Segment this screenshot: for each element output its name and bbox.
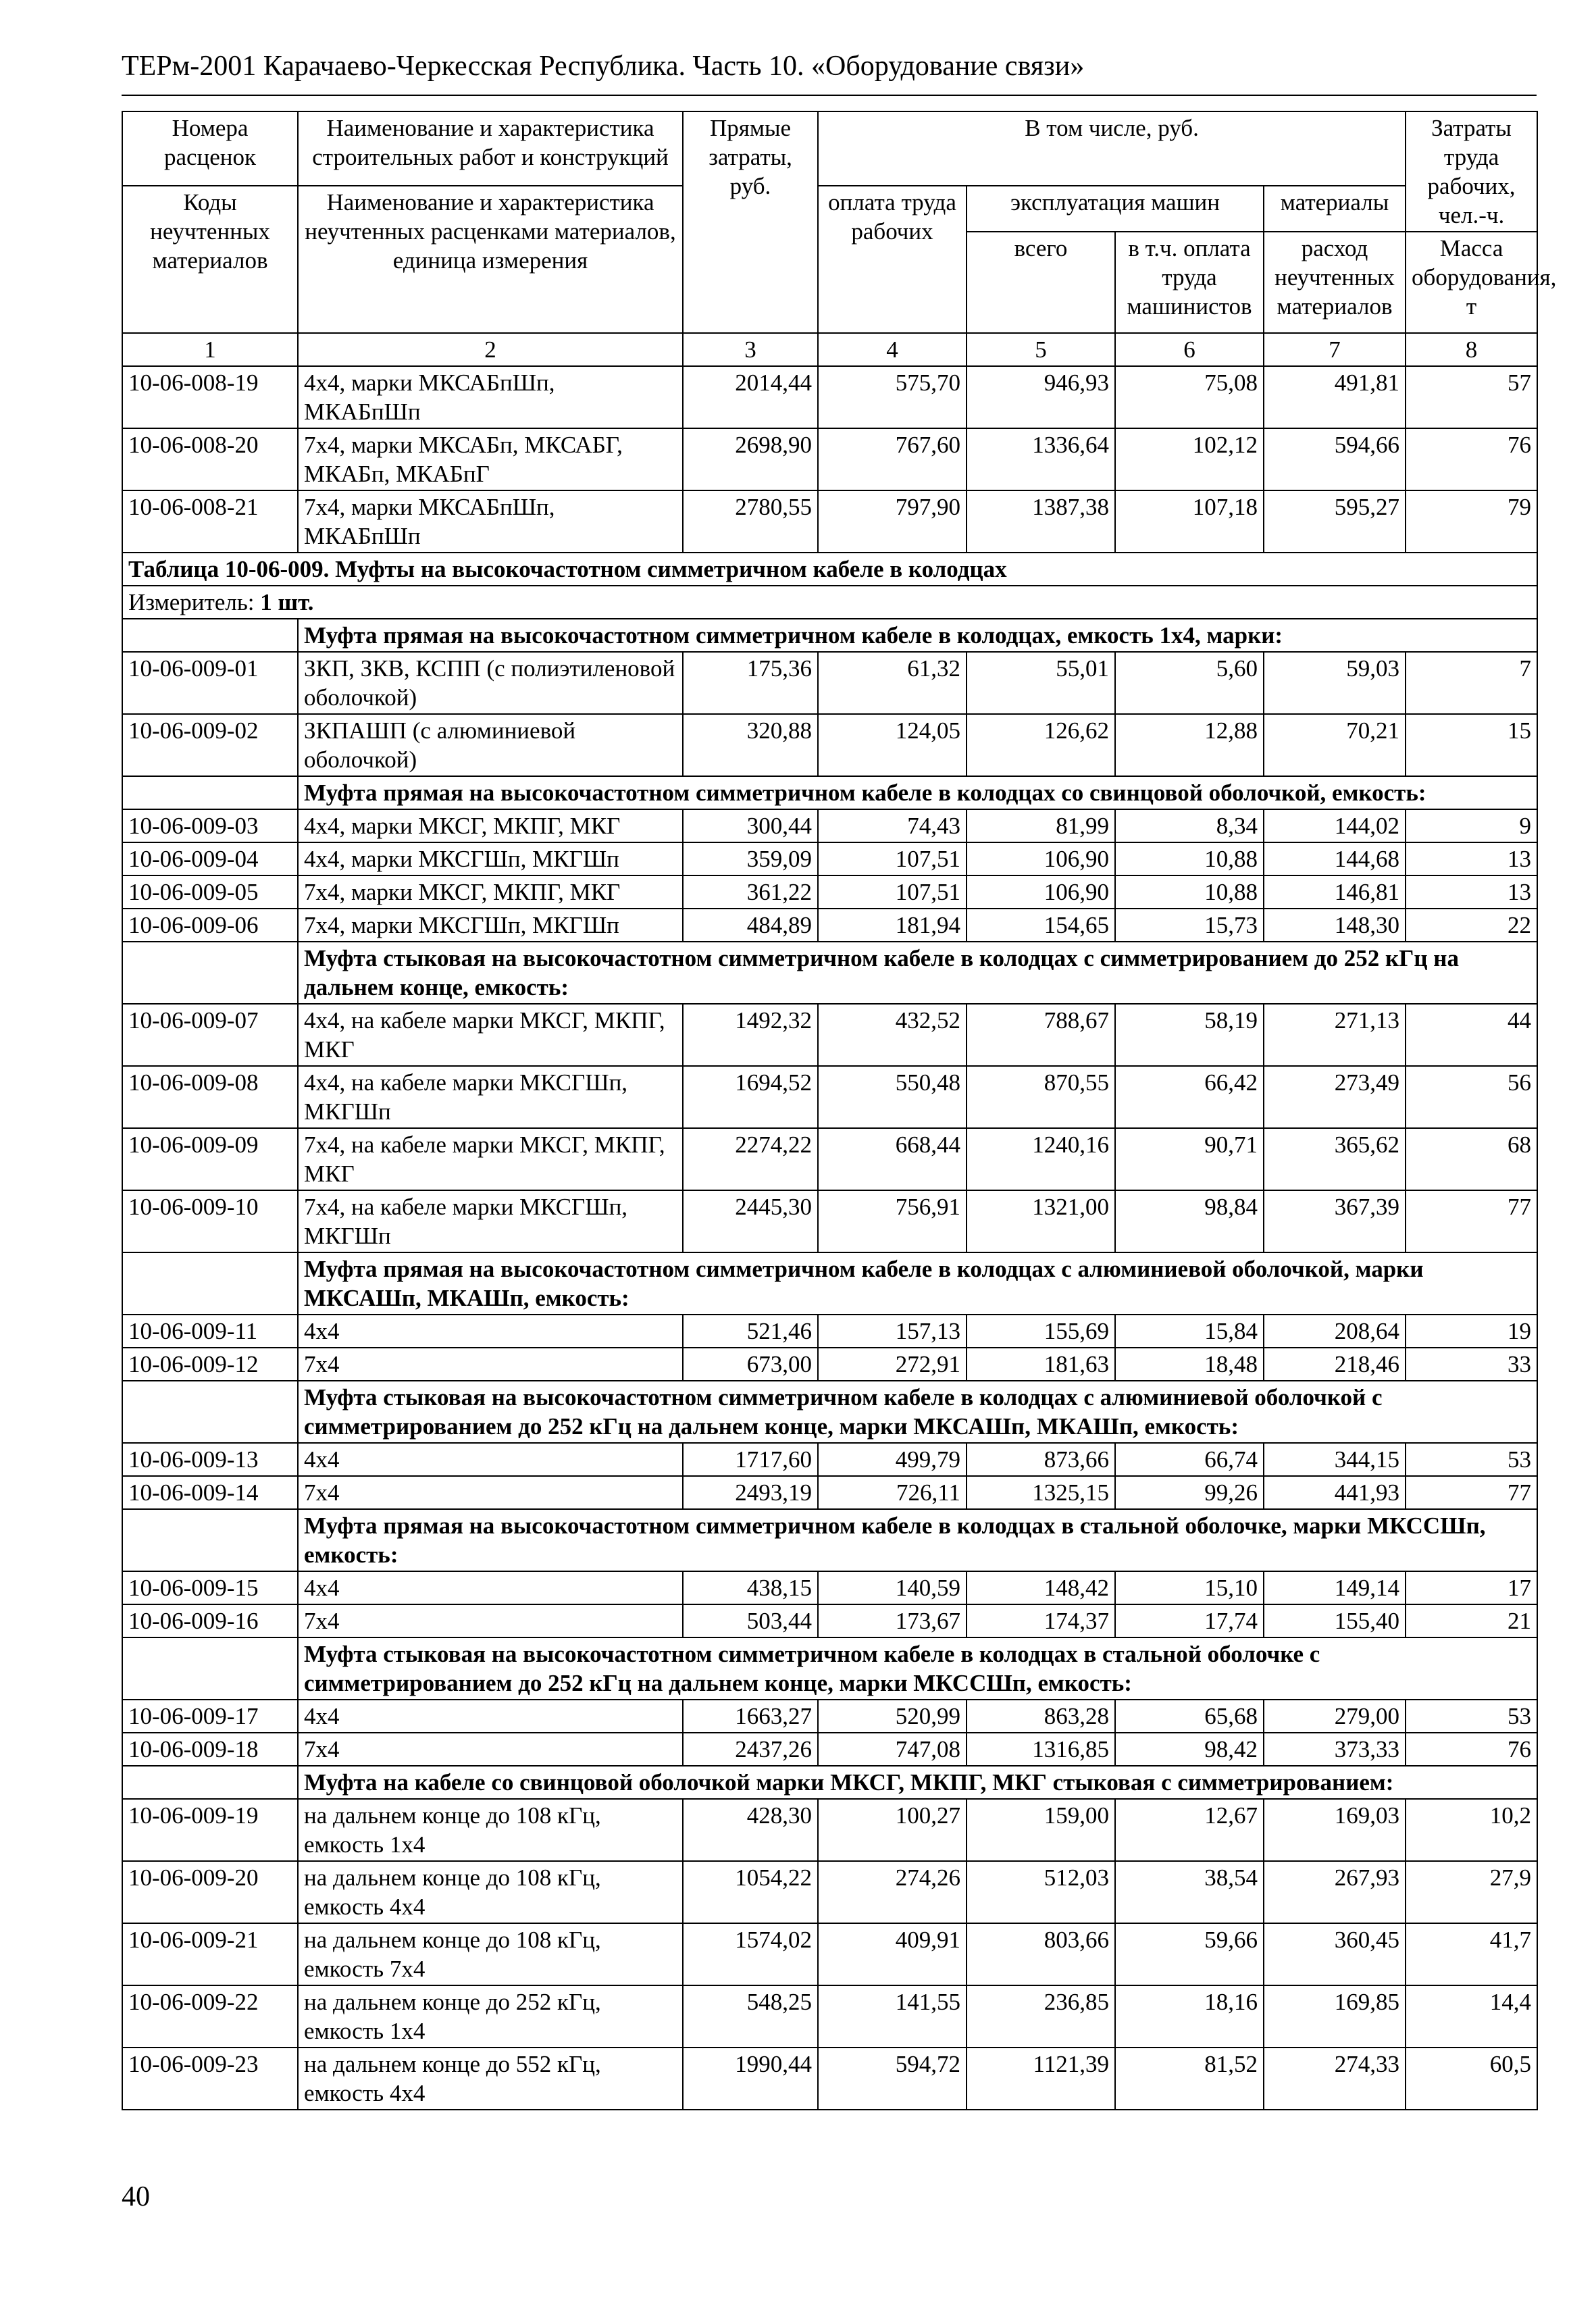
group-spacer bbox=[122, 619, 298, 652]
labor-cost: 594,72 bbox=[818, 2048, 967, 2110]
direct-cost: 1694,52 bbox=[683, 1066, 818, 1128]
table-row bbox=[122, 2048, 1537, 2110]
direct-cost: 438,15 bbox=[683, 1571, 818, 1604]
direct-cost: 1574,02 bbox=[683, 1923, 818, 1985]
labor-cost: 797,90 bbox=[818, 490, 967, 553]
direct-cost: 548,25 bbox=[683, 1985, 818, 2048]
group-title: Муфта прямая на высокочастотном симметричном кабеле в колодцах с алюминиевой оболочкой, марки МКСАШп, МКАШп, емкость: bbox=[298, 1252, 1537, 1315]
group-header-row bbox=[122, 1252, 1537, 1315]
group-title: Муфта стыковая на высокочастотном симметричном кабеле в колодцах с алюминиевой оболочкой с симметрированием до 252 кГц на дальнем конце, марки МКСАШп, МКАШп, емкость: bbox=[298, 1381, 1537, 1443]
labor-hours: 22 bbox=[1406, 909, 1537, 942]
labor-cost: 747,08 bbox=[818, 1733, 967, 1766]
labor-cost: 141,55 bbox=[818, 1985, 967, 2048]
direct-cost: 1054,22 bbox=[683, 1861, 818, 1923]
work-name: 7х4, марки МКСАБп, МКСАБГ, МКАБп, МКАБпГ bbox=[298, 428, 683, 490]
labor-hours: 44 bbox=[1406, 1004, 1537, 1066]
labor-hours: 76 bbox=[1406, 1733, 1537, 1766]
direct-cost: 503,44 bbox=[683, 1604, 818, 1637]
header-index: 8 bbox=[1406, 333, 1537, 366]
group-title: Муфта на кабеле со свинцовой оболочкой марки МКСГ, МКПГ, МКГ стыковая с симметрированием: bbox=[298, 1766, 1537, 1799]
top-rows bbox=[122, 366, 1537, 553]
group-header-row bbox=[122, 942, 1537, 1004]
labor-cost: 726,11 bbox=[818, 1476, 967, 1509]
materials-cost: 169,03 bbox=[1264, 1799, 1406, 1861]
work-name: 7х4, марки МКСАБпШп, МКАБпШп bbox=[298, 490, 683, 553]
direct-cost: 175,36 bbox=[683, 652, 818, 714]
table-row bbox=[122, 1923, 1537, 1985]
work-name: 7х4, на кабеле марки МКСГШп, МКГШп bbox=[298, 1190, 683, 1252]
machinist-cost: 99,26 bbox=[1115, 1476, 1264, 1509]
direct-cost: 300,44 bbox=[683, 809, 818, 842]
materials-cost: 595,27 bbox=[1264, 490, 1406, 553]
header-index: 5 bbox=[967, 333, 1115, 366]
table-header bbox=[122, 111, 1557, 366]
work-name: на дальнем конце до 108 кГц, емкость 1х4 bbox=[298, 1799, 683, 1861]
header-col7: расход неучтенных материалов bbox=[1264, 232, 1406, 333]
direct-cost: 521,46 bbox=[683, 1315, 818, 1348]
labor-cost: 499,79 bbox=[818, 1443, 967, 1476]
direct-cost: 1663,27 bbox=[683, 1700, 818, 1733]
rate-code: 10-06-009-23 bbox=[122, 2048, 298, 2110]
materials-cost: 365,62 bbox=[1264, 1128, 1406, 1190]
work-name: на дальнем конце до 552 кГц, емкость 4х4 bbox=[298, 2048, 683, 2110]
labor-hours: 17 bbox=[1406, 1571, 1537, 1604]
table-row bbox=[122, 714, 1537, 776]
machinist-cost: 38,54 bbox=[1115, 1861, 1264, 1923]
labor-hours: 77 bbox=[1406, 1190, 1537, 1252]
labor-hours: 13 bbox=[1406, 875, 1537, 909]
rate-code: 10-06-009-08 bbox=[122, 1066, 298, 1128]
work-name: 7х4 bbox=[298, 1604, 683, 1637]
labor-hours: 7 bbox=[1406, 652, 1537, 714]
labor-hours: 13 bbox=[1406, 842, 1537, 875]
labor-hours: 21 bbox=[1406, 1604, 1537, 1637]
rate-code: 10-06-009-12 bbox=[122, 1348, 298, 1381]
labor-cost: 140,59 bbox=[818, 1571, 967, 1604]
machinist-cost: 81,52 bbox=[1115, 2048, 1264, 2110]
header-col8-top: Затраты труда рабочих, чел.-ч. bbox=[1406, 111, 1537, 232]
machinist-cost: 5,60 bbox=[1115, 652, 1264, 714]
materials-cost: 373,33 bbox=[1264, 1733, 1406, 1766]
rate-code: 10-06-009-10 bbox=[122, 1190, 298, 1252]
labor-hours: 60,5 bbox=[1406, 2048, 1537, 2110]
group-header-row bbox=[122, 619, 1537, 652]
materials-cost: 273,49 bbox=[1264, 1066, 1406, 1128]
table-row bbox=[122, 1315, 1537, 1348]
machinist-cost: 15,10 bbox=[1115, 1571, 1264, 1604]
rate-groups bbox=[122, 619, 1537, 2110]
group-header-row bbox=[122, 1637, 1537, 1700]
work-name: на дальнем конце до 108 кГц, емкость 4х4 bbox=[298, 1861, 683, 1923]
machine-cost: 106,90 bbox=[967, 842, 1115, 875]
materials-cost: 267,93 bbox=[1264, 1861, 1406, 1923]
work-name: 4х4, марки МКСГ, МКПГ, МКГ bbox=[298, 809, 683, 842]
rate-code: 10-06-008-19 bbox=[122, 366, 298, 428]
rate-code: 10-06-009-05 bbox=[122, 875, 298, 909]
materials-cost: 594,66 bbox=[1264, 428, 1406, 490]
labor-cost: 74,43 bbox=[818, 809, 967, 842]
header-index: 4 bbox=[818, 333, 967, 366]
direct-cost: 2274,22 bbox=[683, 1128, 818, 1190]
machinist-cost: 98,84 bbox=[1115, 1190, 1264, 1252]
machine-cost: 81,99 bbox=[967, 809, 1115, 842]
materials-cost: 208,64 bbox=[1264, 1315, 1406, 1348]
header-index: 6 bbox=[1115, 333, 1264, 366]
work-name: 7х4 bbox=[298, 1348, 683, 1381]
header-index: 3 bbox=[683, 333, 818, 366]
group-title: Муфта прямая на высокочастотном симметричном кабеле в колодцах со свинцовой оболочкой, емкость: bbox=[298, 776, 1537, 809]
machinist-cost: 75,08 bbox=[1115, 366, 1264, 428]
machine-cost: 873,66 bbox=[967, 1443, 1115, 1476]
labor-cost: 409,91 bbox=[818, 1923, 967, 1985]
table-row bbox=[122, 366, 1537, 428]
header-index: 7 bbox=[1264, 333, 1406, 366]
labor-cost: 520,99 bbox=[818, 1700, 967, 1733]
work-name: 7х4, на кабеле марки МКСГ, МКПГ, МКГ bbox=[298, 1128, 683, 1190]
table-row bbox=[122, 652, 1537, 714]
direct-cost: 484,89 bbox=[683, 909, 818, 942]
table-row bbox=[122, 1571, 1537, 1604]
work-name: 4х4, марки МКСГШп, МКГШп bbox=[298, 842, 683, 875]
labor-cost: 756,91 bbox=[818, 1190, 967, 1252]
materials-cost: 491,81 bbox=[1264, 366, 1406, 428]
page-number: 40 bbox=[122, 2181, 150, 2212]
rate-code: 10-06-009-15 bbox=[122, 1571, 298, 1604]
machinist-cost: 12,67 bbox=[1115, 1799, 1264, 1861]
measure-label: Измеритель: bbox=[128, 589, 255, 615]
machinist-cost: 58,19 bbox=[1115, 1004, 1264, 1066]
labor-cost: 767,60 bbox=[818, 428, 967, 490]
machinist-cost: 90,71 bbox=[1115, 1128, 1264, 1190]
labor-cost: 107,51 bbox=[818, 875, 967, 909]
table-row bbox=[122, 1476, 1537, 1509]
group-title: Муфта стыковая на высокочастотном симметричном кабеле в колодцах в стальной оболочке с симметрированием до 252 кГц на дальнем конце, марки МКССШп, емкость: bbox=[298, 1637, 1537, 1700]
table-row bbox=[122, 1190, 1537, 1252]
table-row bbox=[122, 1066, 1537, 1128]
direct-cost: 2437,26 bbox=[683, 1733, 818, 1766]
materials-cost: 360,45 bbox=[1264, 1923, 1406, 1985]
labor-cost: 432,52 bbox=[818, 1004, 967, 1066]
rate-code: 10-06-009-04 bbox=[122, 842, 298, 875]
header-incl: В том числе, руб. bbox=[818, 111, 1406, 186]
labor-cost: 575,70 bbox=[818, 366, 967, 428]
labor-hours: 53 bbox=[1406, 1443, 1537, 1476]
machine-cost: 106,90 bbox=[967, 875, 1115, 909]
machinist-cost: 10,88 bbox=[1115, 875, 1264, 909]
machine-cost: 1121,39 bbox=[967, 2048, 1115, 2110]
table-row bbox=[122, 1604, 1537, 1637]
labor-hours: 77 bbox=[1406, 1476, 1537, 1509]
header-col8-bottom: Масса оборудования, т bbox=[1406, 232, 1537, 333]
machinist-cost: 107,18 bbox=[1115, 490, 1264, 553]
group-spacer bbox=[122, 1637, 298, 1700]
table-row bbox=[122, 875, 1537, 909]
rate-code: 10-06-009-21 bbox=[122, 1923, 298, 1985]
labor-hours: 53 bbox=[1406, 1700, 1537, 1733]
work-name: ЗКПАШП (с алюминиевой оболочкой) bbox=[298, 714, 683, 776]
machinist-cost: 17,74 bbox=[1115, 1604, 1264, 1637]
machine-cost: 154,65 bbox=[967, 909, 1115, 942]
header-materials: материалы bbox=[1264, 186, 1406, 232]
materials-cost: 70,21 bbox=[1264, 714, 1406, 776]
group-title: Муфта стыковая на высокочастотном симметричном кабеле в колодцах с симметрированием до 252 кГц на дальнем конце, емкость: bbox=[298, 942, 1537, 1004]
labor-hours: 9 bbox=[1406, 809, 1537, 842]
machine-cost: 236,85 bbox=[967, 1985, 1115, 2048]
labor-cost: 157,13 bbox=[818, 1315, 967, 1348]
materials-cost: 149,14 bbox=[1264, 1571, 1406, 1604]
labor-hours: 76 bbox=[1406, 428, 1537, 490]
measure-value: 1 шт. bbox=[260, 589, 314, 615]
labor-cost: 173,67 bbox=[818, 1604, 967, 1637]
group-spacer bbox=[122, 776, 298, 809]
machinist-cost: 15,84 bbox=[1115, 1315, 1264, 1348]
rate-code: 10-06-009-07 bbox=[122, 1004, 298, 1066]
labor-cost: 668,44 bbox=[818, 1128, 967, 1190]
direct-cost: 361,22 bbox=[683, 875, 818, 909]
machine-cost: 155,69 bbox=[967, 1315, 1115, 1348]
machine-cost: 788,67 bbox=[967, 1004, 1115, 1066]
labor-cost: 107,51 bbox=[818, 842, 967, 875]
materials-cost: 218,46 bbox=[1264, 1348, 1406, 1381]
work-name: на дальнем конце до 252 кГц, емкость 1х4 bbox=[298, 1985, 683, 2048]
labor-cost: 274,26 bbox=[818, 1861, 967, 1923]
header-col1-bottom: Коды неучтенных материалов bbox=[122, 186, 298, 333]
rate-code: 10-06-009-13 bbox=[122, 1443, 298, 1476]
header-index: 2 bbox=[298, 333, 683, 366]
direct-cost: 428,30 bbox=[683, 1799, 818, 1861]
work-name: на дальнем конце до 108 кГц, емкость 7х4 bbox=[298, 1923, 683, 1985]
labor-hours: 33 bbox=[1406, 1348, 1537, 1381]
direct-cost: 320,88 bbox=[683, 714, 818, 776]
labor-hours: 68 bbox=[1406, 1128, 1537, 1190]
group-title: Муфта прямая на высокочастотном симметричном кабеле в колодцах в стальной оболочке, марки МКССШп, емкость: bbox=[298, 1509, 1537, 1571]
direct-cost: 1990,44 bbox=[683, 2048, 818, 2110]
rate-code: 10-06-009-16 bbox=[122, 1604, 298, 1637]
machine-cost: 148,42 bbox=[967, 1571, 1115, 1604]
rate-code: 10-06-009-01 bbox=[122, 652, 298, 714]
table-row bbox=[122, 1799, 1537, 1861]
direct-cost: 2445,30 bbox=[683, 1190, 818, 1252]
materials-cost: 155,40 bbox=[1264, 1604, 1406, 1637]
materials-cost: 367,39 bbox=[1264, 1190, 1406, 1252]
direct-cost: 673,00 bbox=[683, 1348, 818, 1381]
group-header-row bbox=[122, 1509, 1537, 1571]
work-name: 7х4, марки МКСГ, МКПГ, МКГ bbox=[298, 875, 683, 909]
machinist-cost: 8,34 bbox=[1115, 809, 1264, 842]
labor-hours: 10,2 bbox=[1406, 1799, 1537, 1861]
materials-cost: 271,13 bbox=[1264, 1004, 1406, 1066]
machine-cost: 1387,38 bbox=[967, 490, 1115, 553]
direct-cost: 359,09 bbox=[683, 842, 818, 875]
rate-code: 10-06-009-19 bbox=[122, 1799, 298, 1861]
labor-cost: 100,27 bbox=[818, 1799, 967, 1861]
machinist-cost: 18,16 bbox=[1115, 1985, 1264, 2048]
rate-code: 10-06-008-21 bbox=[122, 490, 298, 553]
machine-cost: 1325,15 bbox=[967, 1476, 1115, 1509]
direct-cost: 2698,90 bbox=[683, 428, 818, 490]
table-row bbox=[122, 1004, 1537, 1066]
machinist-cost: 66,42 bbox=[1115, 1066, 1264, 1128]
materials-cost: 59,03 bbox=[1264, 652, 1406, 714]
materials-cost: 279,00 bbox=[1264, 1700, 1406, 1733]
labor-cost: 550,48 bbox=[818, 1066, 967, 1128]
table-row bbox=[122, 1348, 1537, 1381]
materials-cost: 274,33 bbox=[1264, 2048, 1406, 2110]
header-col3: Прямые затраты, руб. bbox=[683, 111, 818, 333]
machine-cost: 946,93 bbox=[967, 366, 1115, 428]
machine-cost: 863,28 bbox=[967, 1700, 1115, 1733]
rate-code: 10-06-009-18 bbox=[122, 1733, 298, 1766]
table-row bbox=[122, 1861, 1537, 1923]
group-spacer bbox=[122, 1381, 298, 1443]
labor-hours: 79 bbox=[1406, 490, 1537, 553]
group-header-row bbox=[122, 1381, 1537, 1443]
machinist-cost: 66,74 bbox=[1115, 1443, 1264, 1476]
labor-cost: 61,32 bbox=[818, 652, 967, 714]
machinist-cost: 12,88 bbox=[1115, 714, 1264, 776]
rate-code: 10-06-009-11 bbox=[122, 1315, 298, 1348]
header-machines: эксплуатация машин bbox=[967, 186, 1264, 232]
machine-cost: 159,00 bbox=[967, 1799, 1115, 1861]
labor-hours: 15 bbox=[1406, 714, 1537, 776]
group-spacer bbox=[122, 942, 298, 1004]
rate-code: 10-06-009-09 bbox=[122, 1128, 298, 1190]
labor-cost: 272,91 bbox=[818, 1348, 967, 1381]
machinist-cost: 10,88 bbox=[1115, 842, 1264, 875]
header-col5: всего bbox=[967, 232, 1115, 333]
group-header-row bbox=[122, 776, 1537, 809]
machine-cost: 870,55 bbox=[967, 1066, 1115, 1128]
machine-cost: 1321,00 bbox=[967, 1190, 1115, 1252]
materials-cost: 146,81 bbox=[1264, 875, 1406, 909]
labor-hours: 19 bbox=[1406, 1315, 1537, 1348]
materials-cost: 344,15 bbox=[1264, 1443, 1406, 1476]
work-name: 4х4 bbox=[298, 1443, 683, 1476]
table-title: Таблица 10-06-009. Муфты на высокочастотном симметричном кабеле в колодцах bbox=[122, 553, 1537, 586]
work-name: 7х4 bbox=[298, 1733, 683, 1766]
header-index: 1 bbox=[122, 333, 298, 366]
work-name: 7х4 bbox=[298, 1476, 683, 1509]
table-row bbox=[122, 1700, 1537, 1733]
table-row bbox=[122, 1443, 1537, 1476]
machine-cost: 1316,85 bbox=[967, 1733, 1115, 1766]
header-col6: в т.ч. оплата труда машинистов bbox=[1115, 232, 1264, 333]
table-title-block bbox=[122, 553, 1537, 619]
group-title: Муфта прямая на высокочастотном симметричном кабеле в колодцах, емкость 1х4, марки: bbox=[298, 619, 1537, 652]
labor-hours: 27,9 bbox=[1406, 1861, 1537, 1923]
rate-code: 10-06-009-17 bbox=[122, 1700, 298, 1733]
rate-code: 10-06-009-22 bbox=[122, 1985, 298, 2048]
materials-cost: 148,30 bbox=[1264, 909, 1406, 942]
machine-cost: 55,01 bbox=[967, 652, 1115, 714]
labor-cost: 181,94 bbox=[818, 909, 967, 942]
machinist-cost: 15,73 bbox=[1115, 909, 1264, 942]
group-header-row bbox=[122, 1766, 1537, 1799]
materials-cost: 144,02 bbox=[1264, 809, 1406, 842]
rate-code: 10-06-009-03 bbox=[122, 809, 298, 842]
labor-hours: 41,7 bbox=[1406, 1923, 1537, 1985]
group-spacer bbox=[122, 1509, 298, 1571]
machinist-cost: 102,12 bbox=[1115, 428, 1264, 490]
work-name: 4х4, марки МКСАБпШп, МКАБпШп bbox=[298, 366, 683, 428]
table-row bbox=[122, 1985, 1537, 2048]
work-name: 4х4, на кабеле марки МКСГШп, МКГШп bbox=[298, 1066, 683, 1128]
header-col4: оплата труда рабочих bbox=[818, 186, 967, 333]
rate-code: 10-06-009-14 bbox=[122, 1476, 298, 1509]
direct-cost: 2014,44 bbox=[683, 366, 818, 428]
materials-cost: 441,93 bbox=[1264, 1476, 1406, 1509]
direct-cost: 1717,60 bbox=[683, 1443, 818, 1476]
work-name: 7х4, марки МКСГШп, МКГШп bbox=[298, 909, 683, 942]
rates-table bbox=[122, 111, 1557, 2110]
labor-hours: 56 bbox=[1406, 1066, 1537, 1128]
table-row bbox=[122, 909, 1537, 942]
machinist-cost: 59,66 bbox=[1115, 1923, 1264, 1985]
labor-hours: 57 bbox=[1406, 366, 1537, 428]
machinist-cost: 18,48 bbox=[1115, 1348, 1264, 1381]
header-col1-top: Номера расценок bbox=[122, 111, 298, 186]
table-row bbox=[122, 490, 1537, 553]
table-row bbox=[122, 428, 1537, 490]
labor-hours: 14,4 bbox=[1406, 1985, 1537, 2048]
group-spacer bbox=[122, 1252, 298, 1315]
work-name: 4х4 bbox=[298, 1571, 683, 1604]
materials-cost: 144,68 bbox=[1264, 842, 1406, 875]
table-row bbox=[122, 842, 1537, 875]
document-page bbox=[122, 47, 1557, 2110]
table-row bbox=[122, 1128, 1537, 1190]
measure-line bbox=[122, 586, 1537, 619]
work-name: ЗКП, ЗКВ, КСПП (с полиэтиленовой оболочкой) bbox=[298, 652, 683, 714]
materials-cost: 169,85 bbox=[1264, 1985, 1406, 2048]
labor-cost: 124,05 bbox=[818, 714, 967, 776]
header-col2-top: Наименование и характеристика строительных работ и конструкций bbox=[298, 111, 683, 186]
direct-cost: 1492,32 bbox=[683, 1004, 818, 1066]
header-col2-bottom: Наименование и характеристика неучтенных расценками материалов, единица измерения bbox=[298, 186, 683, 333]
document-header: ТЕРм-2001 Карачаево-Черкесская Республика. Часть 10. «Оборудование связи» bbox=[122, 47, 1537, 96]
machine-cost: 512,03 bbox=[967, 1861, 1115, 1923]
work-name: 4х4, на кабеле марки МКСГ, МКПГ, МКГ bbox=[298, 1004, 683, 1066]
table-row bbox=[122, 1733, 1537, 1766]
direct-cost: 2493,19 bbox=[683, 1476, 818, 1509]
machine-cost: 126,62 bbox=[967, 714, 1115, 776]
group-spacer bbox=[122, 1766, 298, 1799]
machine-cost: 803,66 bbox=[967, 1923, 1115, 1985]
rate-code: 10-06-008-20 bbox=[122, 428, 298, 490]
machine-cost: 174,37 bbox=[967, 1604, 1115, 1637]
work-name: 4х4 bbox=[298, 1315, 683, 1348]
direct-cost: 2780,55 bbox=[683, 490, 818, 553]
machine-cost: 181,63 bbox=[967, 1348, 1115, 1381]
work-name: 4х4 bbox=[298, 1700, 683, 1733]
machinist-cost: 65,68 bbox=[1115, 1700, 1264, 1733]
rate-code: 10-06-009-20 bbox=[122, 1861, 298, 1923]
machine-cost: 1240,16 bbox=[967, 1128, 1115, 1190]
rate-code: 10-06-009-02 bbox=[122, 714, 298, 776]
machinist-cost: 98,42 bbox=[1115, 1733, 1264, 1766]
rate-code: 10-06-009-06 bbox=[122, 909, 298, 942]
table-row bbox=[122, 809, 1537, 842]
machine-cost: 1336,64 bbox=[967, 428, 1115, 490]
